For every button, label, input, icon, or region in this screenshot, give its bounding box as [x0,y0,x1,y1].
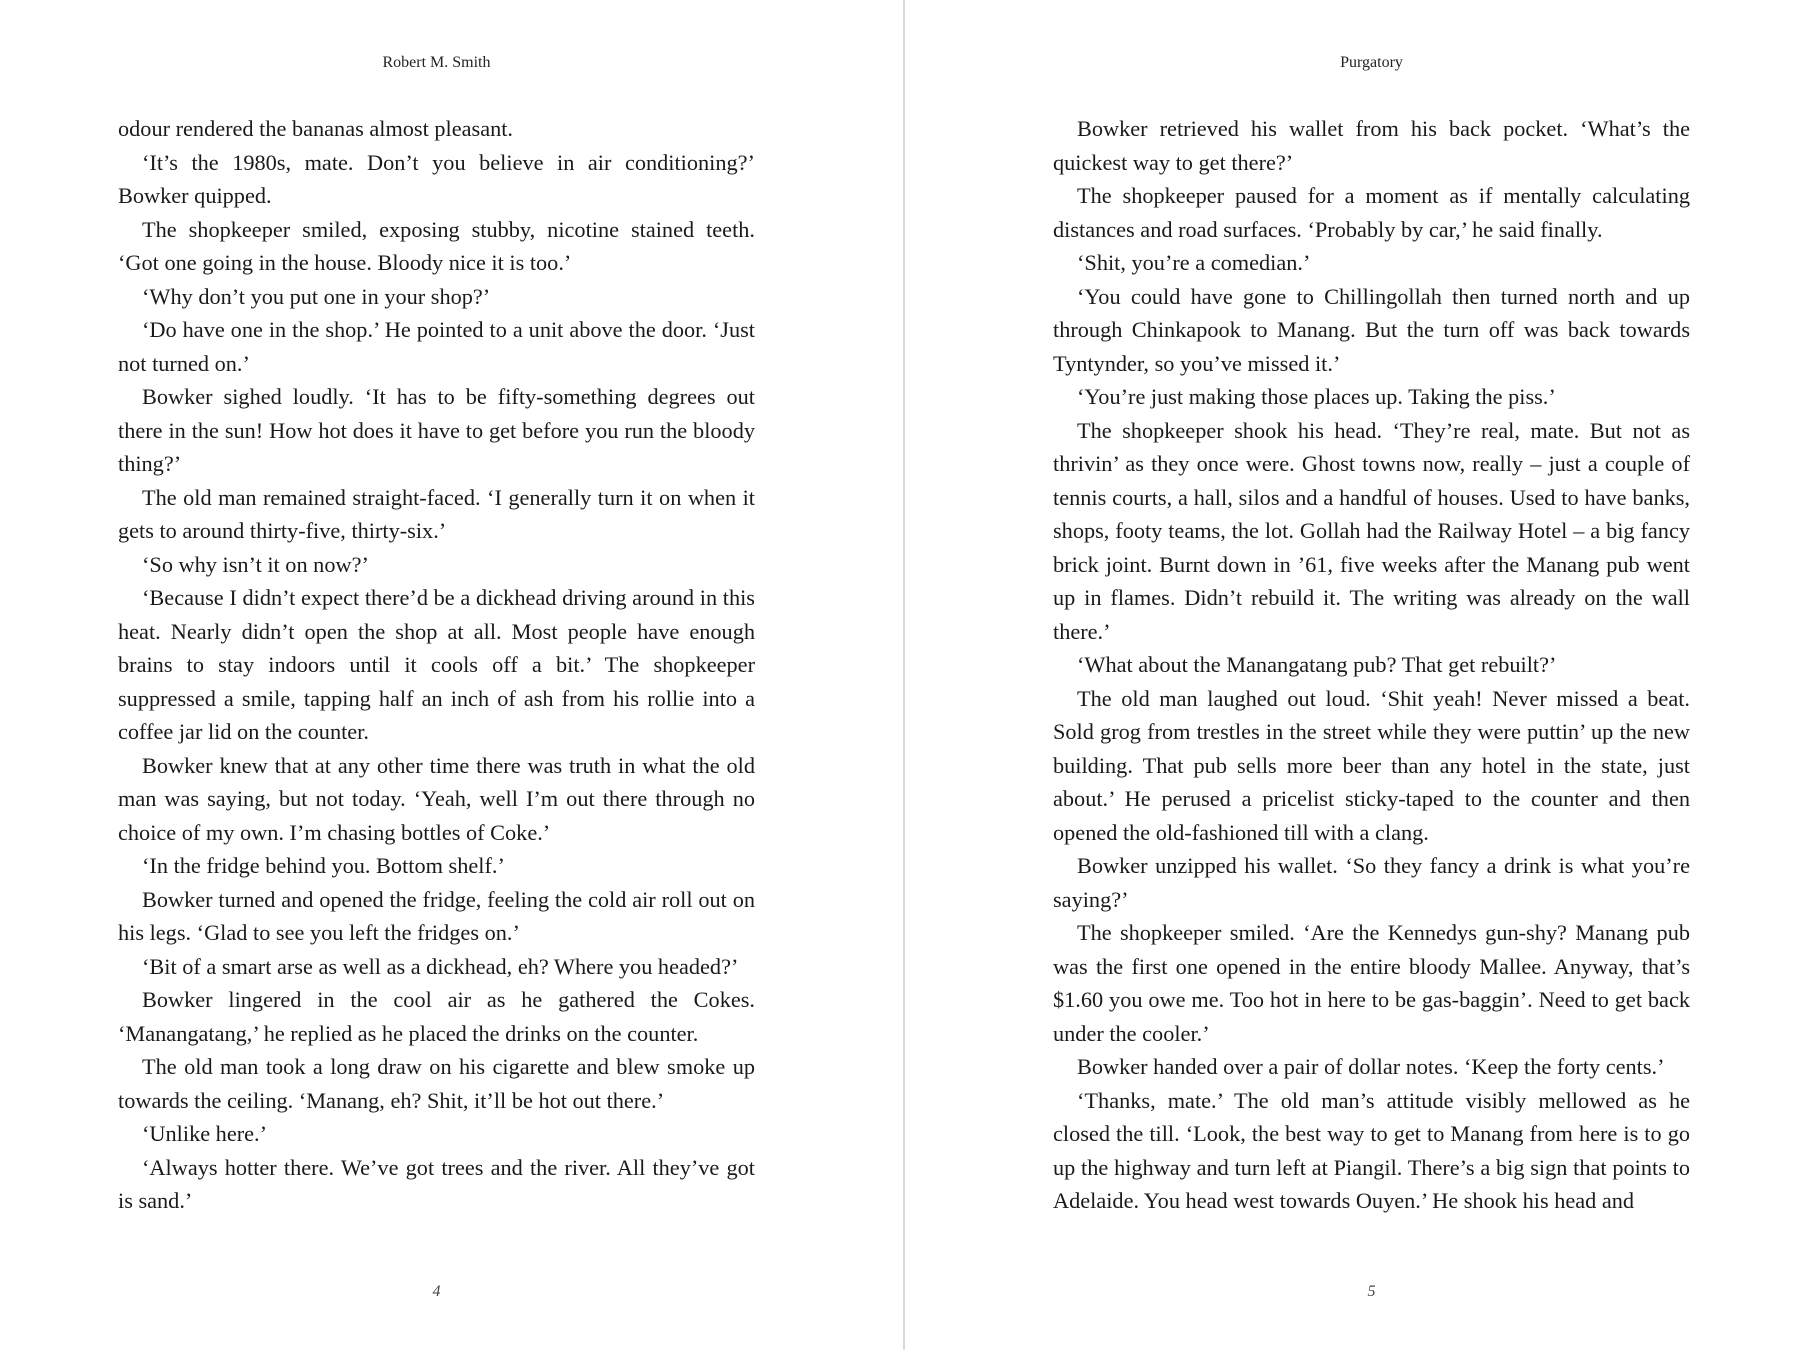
paragraph: ‘Why don’t you put one in your shop?’ [142,283,491,309]
paragraph: ‘Do have one in the shop.’ He pointed to a unit above the door. ‘Just not turned on.’ [118,317,755,376]
paragraph: The old man took a long draw on his cigarette and blew smoke up towards the ceiling. ‘Manang, eh? Shit, it’ll be hot out there.’ [118,1054,755,1113]
paragraph: ‘You could have gone to Chillingollah then turned north and up through Chinkapook to Manang. But the turn off was back towards Tyntynder, so you’ve missed it.’ [1053,283,1690,376]
paragraph: The shopkeeper smiled. ‘Are the Kennedys gun-shy? Manang pub was the first one opened in the entire bloody Mallee. Anyway, that’s $1.60 you owe me. Too hot in here to be gas-baggin’. Need to get back under the cooler.’ [1053,920,1690,1046]
paragraph: Bowker knew that at any other time there was truth in what the old man was saying, but not today. ‘Yeah, well I’m out there through no choice of my own. I’m chasing bottles of Coke.’ [118,752,755,845]
body-text [118,112,755,1218]
paragraph: ‘It’s the 1980s, mate. Don’t you believe in air conditioning?’ Bowker quipped. [118,149,755,208]
running-head: Purgatory [1340,54,1403,71]
page-number: 4 [432,1283,441,1300]
page-number: 5 [1367,1283,1376,1300]
paragraph: The shopkeeper shook his head. ‘They’re real, mate. But not as thrivin’ as they once were. Ghost towns now, really – just a couple of tennis courts, a hall, silos and a handful of houses. Used to have banks, shops, footy teams, the lot. Gollah had the Railway Hotel – a big fancy brick joint. Burnt down in ’61, five weeks after the Manang pub went up in flames. Didn’t rebuild it. The writing was already on the wall there.’ [1053,417,1690,644]
paragraph: ‘So why isn’t it on now?’ [142,551,369,577]
paragraph: Bowker lingered in the cool air as he gathered the Cokes. ‘Manangatang,’ he replied as he placed the drinks on the counter. [118,987,755,1046]
paragraph: Bowker retrieved his wallet from his back pocket. ‘What’s the quickest way to get there?’ [1053,116,1690,175]
paragraph: The old man laughed out loud. ‘Shit yeah! Never missed a beat. Sold grog from trestles in the street while they were puttin’ up the new building. That pub sells more beer than any hotel in the state, just about.’ He perused a pricelist sticky-taped to the counter and then opened the old-fashioned till with a clang. [1053,685,1690,845]
paragraph: ‘Always hotter there. We’ve got trees and the river. All they’ve got is sand.’ [118,1154,755,1213]
paragraph: ‘Shit, you’re a comedian.’ [1077,250,1311,275]
paragraph: The shopkeeper paused for a moment as if mentally calculating distances and road surfaces. ‘Probably by car,’ he said finally. [1053,183,1690,242]
paragraph: odour rendered the bananas almost pleasant. [118,116,514,141]
paragraph: ‘Thanks, mate.’ The old man’s attitude visibly mellowed as he closed the till. ‘Look, the best way to get to Manang from here is to go up the highway and turn left at Piangil. There’s a big sign that points to Adelaide. You head west towards Ouyen.’ He shook his head and [1053,1087,1690,1213]
paragraph: Bowker unzipped his wallet. ‘So they fancy a drink is what you’re saying?’ [1053,853,1690,912]
paragraph: Bowker turned and opened the fridge, feeling the cold air roll out on his legs. ‘Glad to see you left the fridges on.’ [118,886,755,945]
paragraph: ‘You’re just making those places up. Taking the piss.’ [1077,384,1556,409]
running-head: Robert M. Smith [382,54,491,71]
paragraph: ‘Unlike here.’ [142,1121,268,1146]
paragraph: ‘In the fridge behind you. Bottom shelf.’ [142,853,505,878]
paragraph: The shopkeeper smiled, exposing stubby, nicotine stained teeth. ‘Got one going in the house. Bloody nice it is too.’ [118,216,755,275]
right-page [905,0,1800,1350]
paragraph: Bowker handed over a pair of dollar notes. ‘Keep the forty cents.’ [1077,1054,1665,1079]
paragraph: Bowker sighed loudly. ‘It has to be fifty-something degrees out there in the sun! How hot does it have to get before you run the bloody thing?’ [118,384,755,476]
paragraph: ‘Bit of a smart arse as well as a dickhead, eh? Where you headed?’ [142,953,739,979]
body-text [1053,112,1690,1218]
paragraph: ‘Because I didn’t expect there’d be a dickhead driving around in this heat. Nearly didn’t open the shop at all. Most people have enough brains to stay indoors until it cools off a bit.’ The shopkeeper suppressed a smile, tapping half an inch of ash from his rollie into a coffee jar lid on the counter. [118,585,755,744]
paragraph: The old man remained straight-faced. ‘I generally turn it on when it gets to around thirty-five, thirty-six.’ [118,484,755,543]
paragraph: ‘What about the Manangatang pub? That get rebuilt?’ [1077,652,1557,677]
